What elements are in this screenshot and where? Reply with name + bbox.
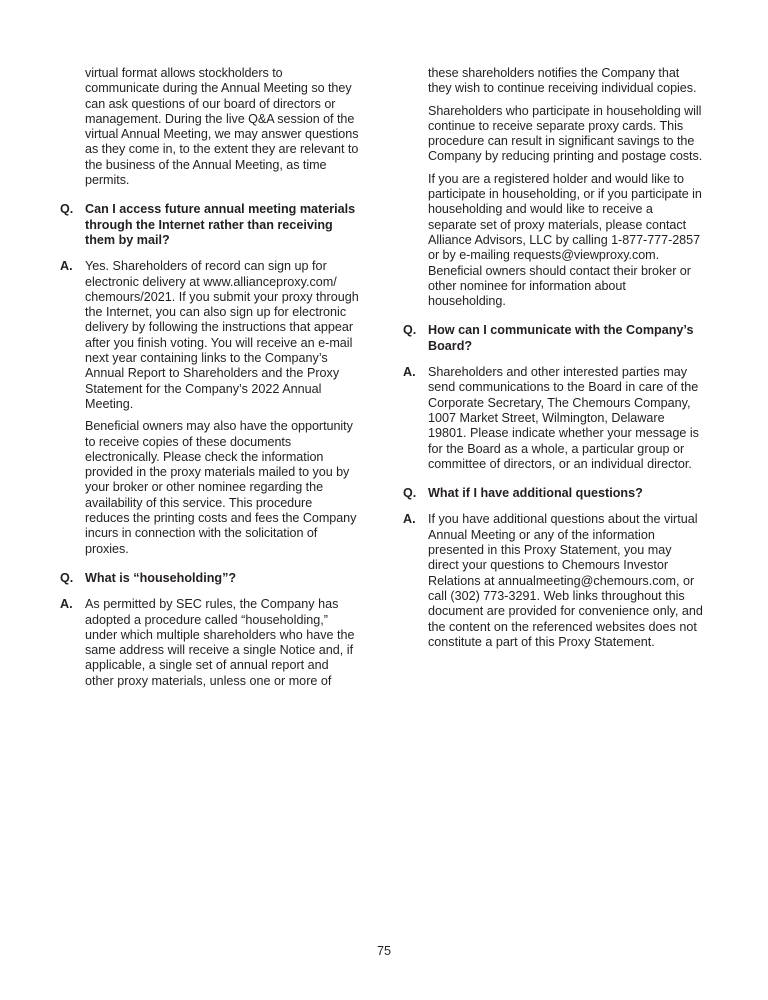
continuation-paragraph: these shareholders notifies the Company that they wish to continue receiving individual copies.: [428, 66, 697, 96]
question-text: How can I communicate with the Company’s Board?: [428, 323, 694, 353]
right-column: [403, 66, 703, 657]
question-access-materials: [60, 202, 360, 248]
answer-text: Shareholders and other interested parties may send communications to the Board in care of the Corporate Secretary, The Chemours Company, 1007 Market Street, Wilmington, Delaware 19801. Please indicate whether your message is for the Board as a whole, a particular group or committee of directors, or an individual director.: [428, 365, 699, 471]
householding-contact-paragraph: If you are a registered holder and would like to participate in householding, or if you participate in householding and would like to receive a separate set of proxy materials, please contact Alliance Advisors, LLC by calling 1-877-777-2857 or by e-mailing requests@viewproxy.com. Beneficial owners should contact their broker or other nominee for information about householding.: [428, 171, 702, 309]
left-column: [60, 66, 360, 696]
question-marker: Q.: [403, 486, 417, 501]
answer-marker: A.: [60, 259, 73, 274]
question-text: What is “householding”?: [85, 570, 237, 585]
question-communicate-board: [403, 323, 703, 354]
page-number: 75: [376, 944, 391, 958]
continuation-paragraph: virtual format allows stockholders to communicate during the Annual Meeting so they can ask questions of our board of directors or management. During the live Q&A session of the virtual Annual Meeting, we may answer questions as they come in, to the extent they are relevant to the business of the Annual Meeting, as time permits.: [85, 66, 359, 188]
question-additional-questions: [403, 486, 703, 501]
question-householding: [60, 571, 360, 586]
answer-access-materials: [60, 259, 360, 412]
answer-communicate-board: [403, 365, 703, 472]
question-text: What if I have additional questions?: [428, 486, 643, 501]
answer-text: Yes. Shareholders of record can sign up for electronic delivery at www.allianceproxy.com/ chemours/2021. If you submit your proxy through the Internet, you can also sign up for electronic delivery by following the instructions that appear after you finish voting. You will receive an e-mail next year containing links to the Company’s Annual Report to Shareholders and the Proxy Statement for the Company’s 2022 Annual Meeting.: [85, 259, 359, 411]
householding-proxy-cards-paragraph: Shareholders who participate in householding will continue to receive separate proxy cards. This procedure can result in significant savings to the Company by reducing printing and postage costs.: [428, 103, 703, 164]
answer-marker: A.: [403, 512, 416, 527]
answer-householding: [60, 597, 360, 689]
question-text: Can I access future annual meeting materials through the Internet rather than receiving them by mail?: [85, 202, 356, 247]
answer-marker: A.: [403, 365, 416, 380]
answer-followup-paragraph: Beneficial owners may also have the opportunity to receive copies of these documents electronically. Please check the information provided in the proxy materials mailed to you by your broker or other nominee regarding the availability of this service. This procedure reduces the printing costs and fees the Company incurs in connection with the solicitation of proxies.: [85, 419, 357, 556]
answer-marker: A.: [60, 597, 73, 612]
answer-text: As permitted by SEC rules, the Company has adopted a procedure called “householding,” under which multiple shareholders who have the same address will receive a single Notice and, if applicable, a single set of annual report and other proxy materials, unless one or more of: [85, 597, 355, 688]
answer-additional-questions: [403, 512, 703, 650]
question-marker: Q.: [60, 202, 74, 217]
answer-text: If you have additional questions about the virtual Annual Meeting or any of the information presented in this Proxy Statement, you may direct your questions to Chemours Investor Relations at annualmeeting@chemours.com, or call (302) 773-3291. Web links throughout this document are provided for convenience only, and the content on the referenced websites does not constitute a part of this Proxy Statement.: [428, 512, 703, 649]
question-marker: Q.: [60, 570, 74, 585]
question-marker: Q.: [403, 323, 417, 338]
